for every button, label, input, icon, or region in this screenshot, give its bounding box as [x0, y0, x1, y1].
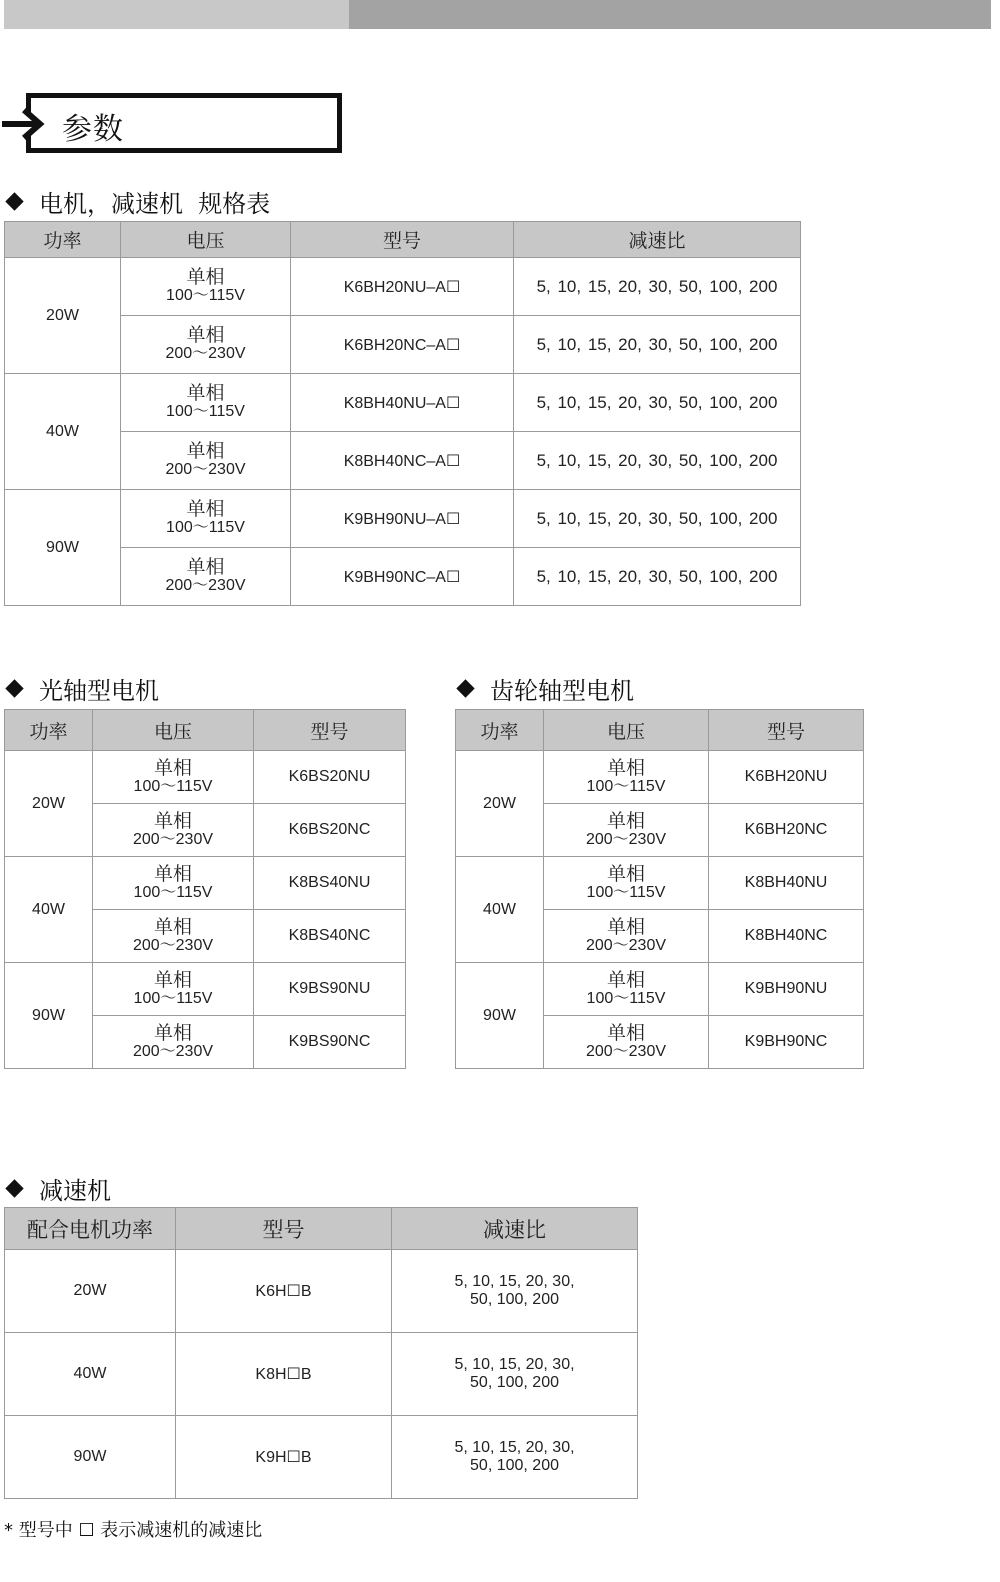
header-model: 型号 [709, 710, 864, 751]
voltage-cell [121, 548, 291, 606]
ratio-cell: 5, 10, 15, 20, 30, 50, 100, 200 [514, 374, 801, 432]
spec-table [4, 221, 801, 606]
ratio-cell: 5, 10, 15, 20, 30, 50, 100, 200 [514, 258, 801, 316]
range-text: 200～230V [165, 461, 246, 479]
phase-text: 单相 [186, 556, 225, 579]
power-cell: 90W [5, 490, 121, 606]
header-power: 功率 [5, 222, 121, 258]
model-cell: K6BS20NU [254, 751, 406, 804]
header-matching-power: 配合电机功率 [5, 1208, 176, 1250]
phase-text: 单相 [606, 1021, 645, 1044]
ratio-cell [392, 1250, 638, 1333]
model-cell: K6H☐B [176, 1250, 392, 1333]
phase-text: 单相 [153, 756, 192, 779]
table-row [5, 857, 406, 910]
spec-table-heading [8, 184, 270, 219]
ratio-line-2: 50, 100, 200 [470, 1457, 559, 1474]
table-row [5, 751, 406, 804]
header-voltage: 电压 [121, 222, 291, 258]
model-cell: K9H☐B [176, 1416, 392, 1499]
voltage-cell [121, 490, 291, 548]
ratio-cell [392, 1333, 638, 1416]
range-text: 200～230V [132, 936, 214, 954]
table-row [5, 1416, 638, 1499]
model-cell: K8BH40NC–A☐ [291, 432, 514, 490]
shaft-table-heading [8, 671, 159, 706]
voltage-cell [121, 432, 291, 490]
spec-table-heading-text: 电机，减速机 规格表 [39, 190, 271, 218]
table-row [5, 548, 801, 606]
ratio-line-2: 50, 100, 200 [470, 1374, 559, 1391]
voltage-cell [93, 963, 254, 1016]
power-cell: 40W [5, 1333, 176, 1416]
diamond-bullet-icon [456, 679, 474, 697]
phase-text: 单相 [153, 809, 192, 832]
gear-table-header-row [5, 1208, 638, 1250]
voltage-cell [93, 857, 254, 910]
power-cell: 20W [456, 751, 544, 857]
voltage-cell [93, 751, 254, 804]
model-cell: K6BH20NU [709, 751, 864, 804]
voltage-cell [93, 1016, 254, 1069]
ratio-line-1: 5, 10, 15, 20, 30, [454, 1272, 575, 1290]
model-cell: K9BH90NU–A☐ [291, 490, 514, 548]
header-ratio: 减速比 [514, 222, 801, 258]
table-row [5, 374, 801, 432]
shaft-table-header-row [5, 710, 406, 751]
power-cell: 40W [5, 374, 121, 490]
table-row [5, 432, 801, 490]
ratio-cell [392, 1416, 638, 1499]
model-cell: K6BH20NC [709, 804, 864, 857]
phase-text: 单相 [153, 968, 192, 991]
model-cell: K9BS90NU [254, 963, 406, 1016]
model-cell: K6BS20NC [254, 804, 406, 857]
ratio-cell: 5, 10, 15, 20, 30, 50, 100, 200 [514, 432, 801, 490]
phase-text: 单相 [153, 915, 192, 938]
ratio-cell: 5, 10, 15, 20, 30, 50, 100, 200 [514, 490, 801, 548]
phase-text: 单相 [186, 440, 225, 463]
power-cell: 40W [456, 857, 544, 963]
table-row [5, 316, 801, 374]
top-bar-left [4, 0, 349, 29]
table-row [5, 1250, 638, 1333]
phase-text: 单相 [186, 498, 225, 521]
voltage-cell [544, 751, 709, 804]
voltage-cell [121, 258, 291, 316]
range-text: 100～115V [133, 883, 213, 901]
range-text: 100～115V [586, 883, 666, 901]
voltage-cell [93, 804, 254, 857]
table-row [5, 1333, 638, 1416]
power-cell: 40W [5, 857, 93, 963]
model-cell: K9BH90NC [709, 1016, 864, 1069]
range-text: 100～115V [133, 777, 213, 795]
geared-table-header-row [456, 710, 864, 751]
ratio-line-1: 5, 10, 15, 20, 30, [454, 1355, 575, 1373]
phase-text: 单相 [606, 809, 645, 832]
table-row [5, 963, 406, 1016]
table-row [5, 258, 801, 316]
power-cell: 90W [5, 963, 93, 1069]
phase-text: 单相 [606, 862, 645, 885]
gear-table-heading-text: 减速机 [39, 1177, 111, 1205]
range-text: 100～115V [166, 287, 245, 305]
range-text: 100～115V [166, 403, 245, 421]
power-cell: 20W [5, 751, 93, 857]
ratio-line-2: 50, 100, 200 [470, 1291, 559, 1308]
table-row [456, 751, 864, 804]
voltage-cell [544, 804, 709, 857]
power-cell: 90W [456, 963, 544, 1069]
header-power: 功率 [456, 710, 544, 751]
power-cell: 90W [5, 1416, 176, 1499]
range-text: 200～230V [132, 830, 214, 848]
arrow-right-icon [2, 106, 46, 142]
phase-text: 单相 [186, 382, 225, 405]
diamond-bullet-icon [5, 192, 23, 210]
power-cell: 20W [5, 258, 121, 374]
model-cell: K8BS40NC [254, 910, 406, 963]
gear-table-heading [8, 1171, 111, 1206]
range-text: 100～115V [586, 777, 666, 795]
diamond-bullet-icon [5, 1179, 23, 1197]
model-cell: K9BS90NC [254, 1016, 406, 1069]
phase-text: 单相 [606, 915, 645, 938]
phase-text: 单相 [153, 862, 192, 885]
phase-text: 单相 [606, 968, 645, 991]
model-cell: K9BH90NU [709, 963, 864, 1016]
range-text: 100～115V [586, 989, 666, 1007]
range-text: 200～230V [585, 1042, 667, 1060]
phase-text: 单相 [186, 266, 225, 289]
model-cell: K8BH40NU–A☐ [291, 374, 514, 432]
header-model: 型号 [291, 222, 514, 258]
range-text: 200～230V [585, 936, 667, 954]
geared-table-heading-text: 齿轮轴型电机 [490, 677, 634, 705]
range-text: 200～230V [165, 345, 246, 363]
header-model: 型号 [176, 1208, 392, 1250]
range-text: 200～230V [165, 577, 246, 595]
voltage-cell [121, 316, 291, 374]
voltage-cell [93, 910, 254, 963]
model-cell: K8H☐B [176, 1333, 392, 1416]
footnote: * 型号中 ☐ 表示减速机的减速比 [4, 1520, 263, 1541]
ratio-cell: 5, 10, 15, 20, 30, 50, 100, 200 [514, 316, 801, 374]
model-cell: K6BH20NC–A☐ [291, 316, 514, 374]
geared-motor-table [455, 709, 864, 1069]
table-row [456, 963, 864, 1016]
model-cell: K6BH20NU–A☐ [291, 258, 514, 316]
model-cell: K9BH90NC–A☐ [291, 548, 514, 606]
model-cell: K8BS40NU [254, 857, 406, 910]
range-text: 100～115V [166, 519, 245, 537]
header-model: 型号 [254, 710, 406, 751]
model-cell: K8BH40NU [709, 857, 864, 910]
header-voltage: 电压 [93, 710, 254, 751]
phase-text: 单相 [606, 756, 645, 779]
ratio-line-1: 5, 10, 15, 20, 30, [454, 1438, 575, 1456]
voltage-cell [544, 963, 709, 1016]
phase-text: 单相 [153, 1021, 192, 1044]
voltage-cell [544, 857, 709, 910]
model-cell: K8BH40NC [709, 910, 864, 963]
geared-table-heading [459, 671, 634, 706]
header-voltage: 电压 [544, 710, 709, 751]
phase-text: 单相 [186, 324, 225, 347]
range-text: 200～230V [132, 1042, 214, 1060]
ratio-cell: 5, 10, 15, 20, 30, 50, 100, 200 [514, 548, 801, 606]
power-cell: 20W [5, 1250, 176, 1333]
header-ratio: 减速比 [392, 1208, 638, 1250]
shaft-table-heading-text: 光轴型电机 [39, 677, 159, 705]
voltage-cell [121, 374, 291, 432]
shaft-motor-table [4, 709, 406, 1069]
voltage-cell [544, 1016, 709, 1069]
header-power: 功率 [5, 710, 93, 751]
section-title: 参数 [62, 112, 124, 147]
table-row [5, 490, 801, 548]
top-bar-right [349, 0, 991, 29]
voltage-cell [544, 910, 709, 963]
table-row [456, 857, 864, 910]
gear-reducer-table [4, 1207, 638, 1499]
spec-table-header-row [5, 222, 801, 258]
range-text: 100～115V [133, 989, 213, 1007]
diamond-bullet-icon [5, 679, 23, 697]
range-text: 200～230V [585, 830, 667, 848]
